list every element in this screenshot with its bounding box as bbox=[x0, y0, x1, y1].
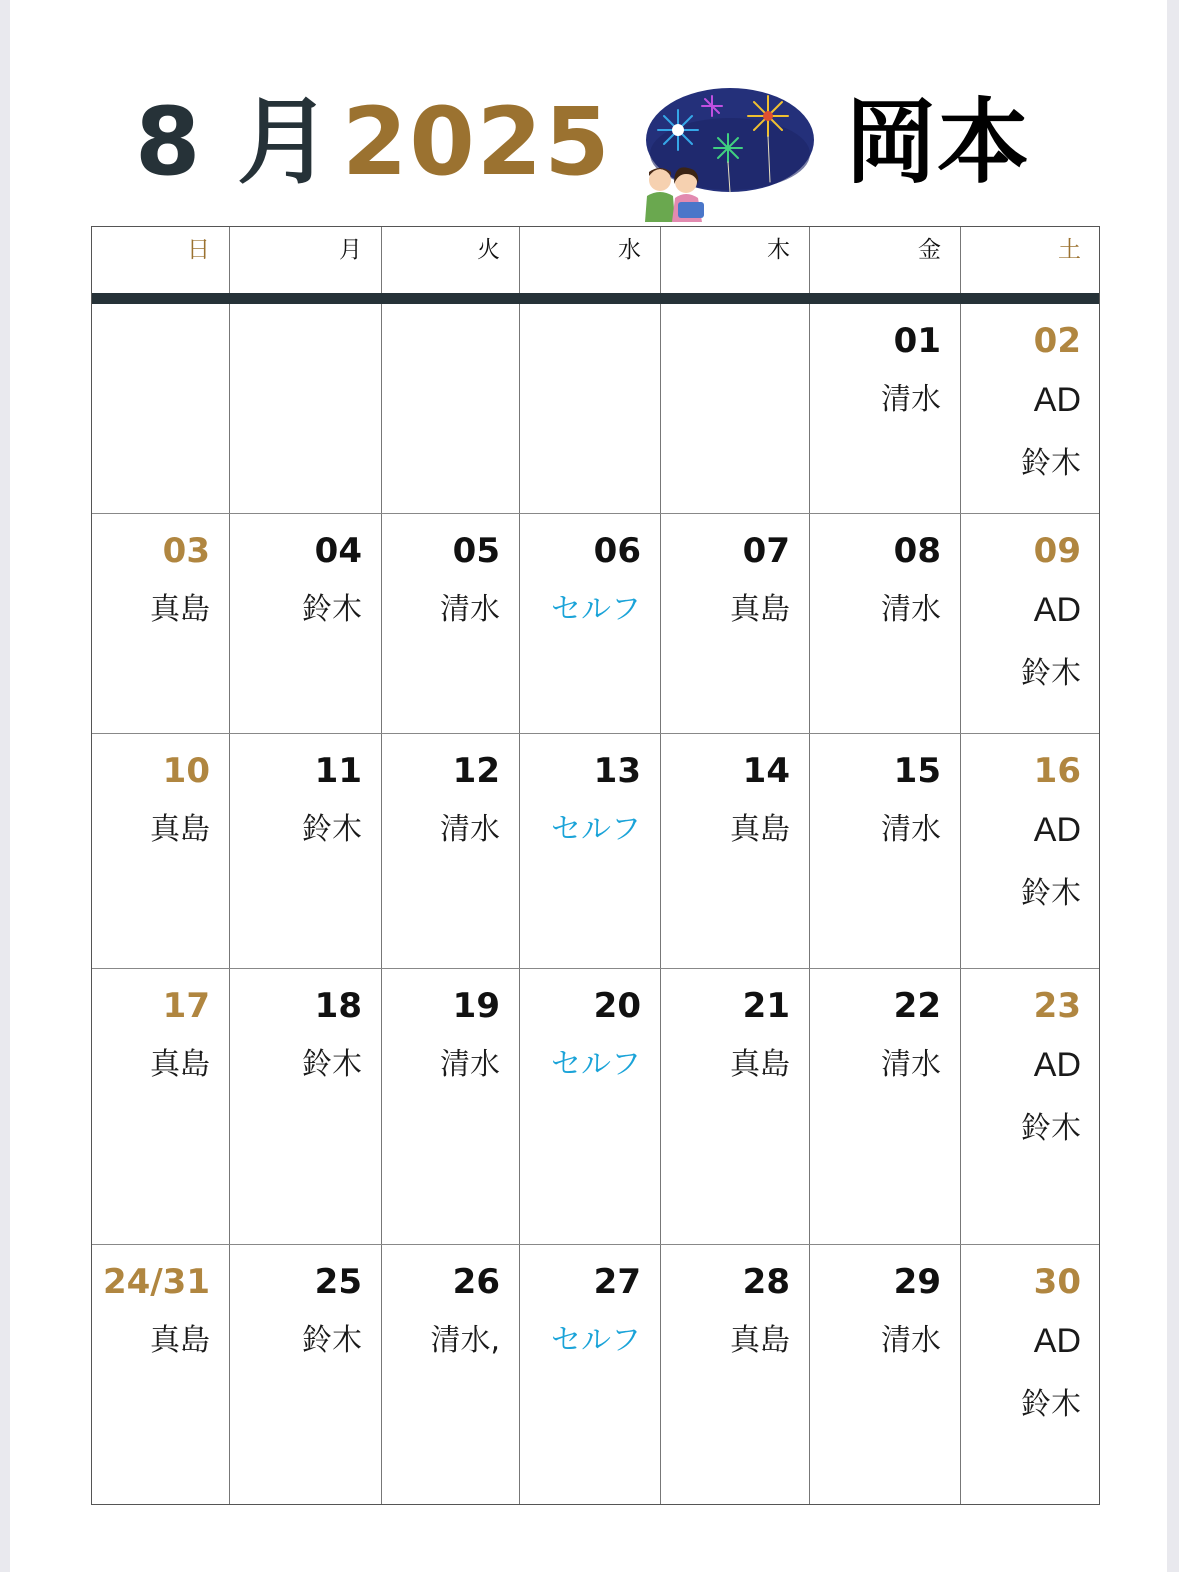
day-entry: 鈴木 bbox=[1021, 656, 1081, 691]
day-number: 06 bbox=[593, 531, 641, 571]
day-number: 10 bbox=[162, 751, 210, 791]
day-entry: AD bbox=[1033, 811, 1081, 849]
day-entry: 鈴木 bbox=[302, 1047, 362, 1082]
fireworks-illustration-icon bbox=[640, 84, 814, 222]
day-entry: 鈴木 bbox=[1021, 1387, 1081, 1422]
calendar-page bbox=[10, 0, 1167, 1572]
day-entry: 清水, bbox=[430, 1323, 500, 1358]
day-number: 08 bbox=[893, 531, 941, 571]
day-entry: 真島 bbox=[730, 1323, 790, 1358]
day-entry: 鈴木 bbox=[1021, 446, 1081, 481]
day-number: 09 bbox=[1033, 531, 1081, 571]
day-entry: 鈴木 bbox=[302, 812, 362, 847]
day-entry: 鈴木 bbox=[302, 592, 362, 627]
day-number: 01 bbox=[893, 321, 941, 361]
day-number: 02 bbox=[1033, 321, 1081, 361]
day-entry: 真島 bbox=[150, 1323, 210, 1358]
weekday-mon: 月 bbox=[339, 237, 362, 263]
day-entry: 清水 bbox=[881, 592, 941, 627]
day-number: 18 bbox=[314, 986, 362, 1026]
day-entry: 清水 bbox=[881, 382, 941, 417]
day-number: 25 bbox=[314, 1262, 362, 1302]
day-entry: 清水 bbox=[440, 1047, 500, 1082]
day-number: 04 bbox=[314, 531, 362, 571]
day-number: 16 bbox=[1033, 751, 1081, 791]
day-number: 15 bbox=[893, 751, 941, 791]
day-number: 28 bbox=[742, 1262, 790, 1302]
weekday-tue: 火 bbox=[477, 237, 500, 263]
day-number: 20 bbox=[593, 986, 641, 1026]
day-entry: 鈴木 bbox=[302, 1323, 362, 1358]
day-number: 27 bbox=[593, 1262, 641, 1302]
day-entry: AD bbox=[1033, 381, 1081, 419]
day-entry: AD bbox=[1033, 1322, 1081, 1360]
day-entry: セルフ bbox=[551, 1047, 641, 1082]
day-entry: 真島 bbox=[150, 592, 210, 627]
day-entry: 鈴木 bbox=[1021, 876, 1081, 911]
day-entry: 真島 bbox=[730, 812, 790, 847]
weekday-fri: 金 bbox=[918, 237, 941, 263]
day-number: 26 bbox=[452, 1262, 500, 1302]
title-month: 8 月 bbox=[135, 88, 334, 197]
weekday-wed: 水 bbox=[618, 237, 641, 263]
day-entry: 真島 bbox=[730, 1047, 790, 1082]
day-number: 07 bbox=[742, 531, 790, 571]
day-number: 22 bbox=[893, 986, 941, 1026]
weekday-thu: 木 bbox=[767, 237, 790, 263]
day-entry: 清水 bbox=[881, 812, 941, 847]
day-entry: 真島 bbox=[150, 1047, 210, 1082]
day-entry: セルフ bbox=[551, 812, 641, 847]
day-number: 11 bbox=[314, 751, 362, 791]
day-number: 05 bbox=[452, 531, 500, 571]
header-divider-bar bbox=[92, 293, 1099, 304]
day-entry: 鈴木 bbox=[1021, 1111, 1081, 1146]
day-number: 21 bbox=[742, 986, 790, 1026]
day-number: 23 bbox=[1033, 986, 1081, 1026]
calendar-grid bbox=[91, 226, 1100, 1505]
day-number: 03 bbox=[162, 531, 210, 571]
day-number: 19 bbox=[452, 986, 500, 1026]
day-entry: セルフ bbox=[551, 1323, 641, 1358]
day-entry: AD bbox=[1033, 591, 1081, 629]
day-number: 13 bbox=[593, 751, 641, 791]
day-entry: 清水 bbox=[440, 812, 500, 847]
day-number: 29 bbox=[893, 1262, 941, 1302]
title-name: 岡本 bbox=[845, 89, 1030, 196]
title-year: 2025 bbox=[342, 88, 612, 197]
day-entry: 清水 bbox=[881, 1047, 941, 1082]
day-entry: AD bbox=[1033, 1046, 1081, 1084]
day-entry: 清水 bbox=[440, 592, 500, 627]
day-entry: 真島 bbox=[730, 592, 790, 627]
day-number: 30 bbox=[1033, 1262, 1081, 1302]
day-number: 14 bbox=[742, 751, 790, 791]
weekday-sun: 日 bbox=[187, 237, 210, 263]
day-entry: 清水 bbox=[881, 1323, 941, 1358]
day-number: 12 bbox=[452, 751, 500, 791]
day-number: 17 bbox=[162, 986, 210, 1026]
weekday-sat: 土 bbox=[1058, 237, 1081, 263]
day-entry: 真島 bbox=[150, 812, 210, 847]
day-entry: セルフ bbox=[551, 592, 641, 627]
day-number: 24/31 bbox=[102, 1262, 210, 1302]
